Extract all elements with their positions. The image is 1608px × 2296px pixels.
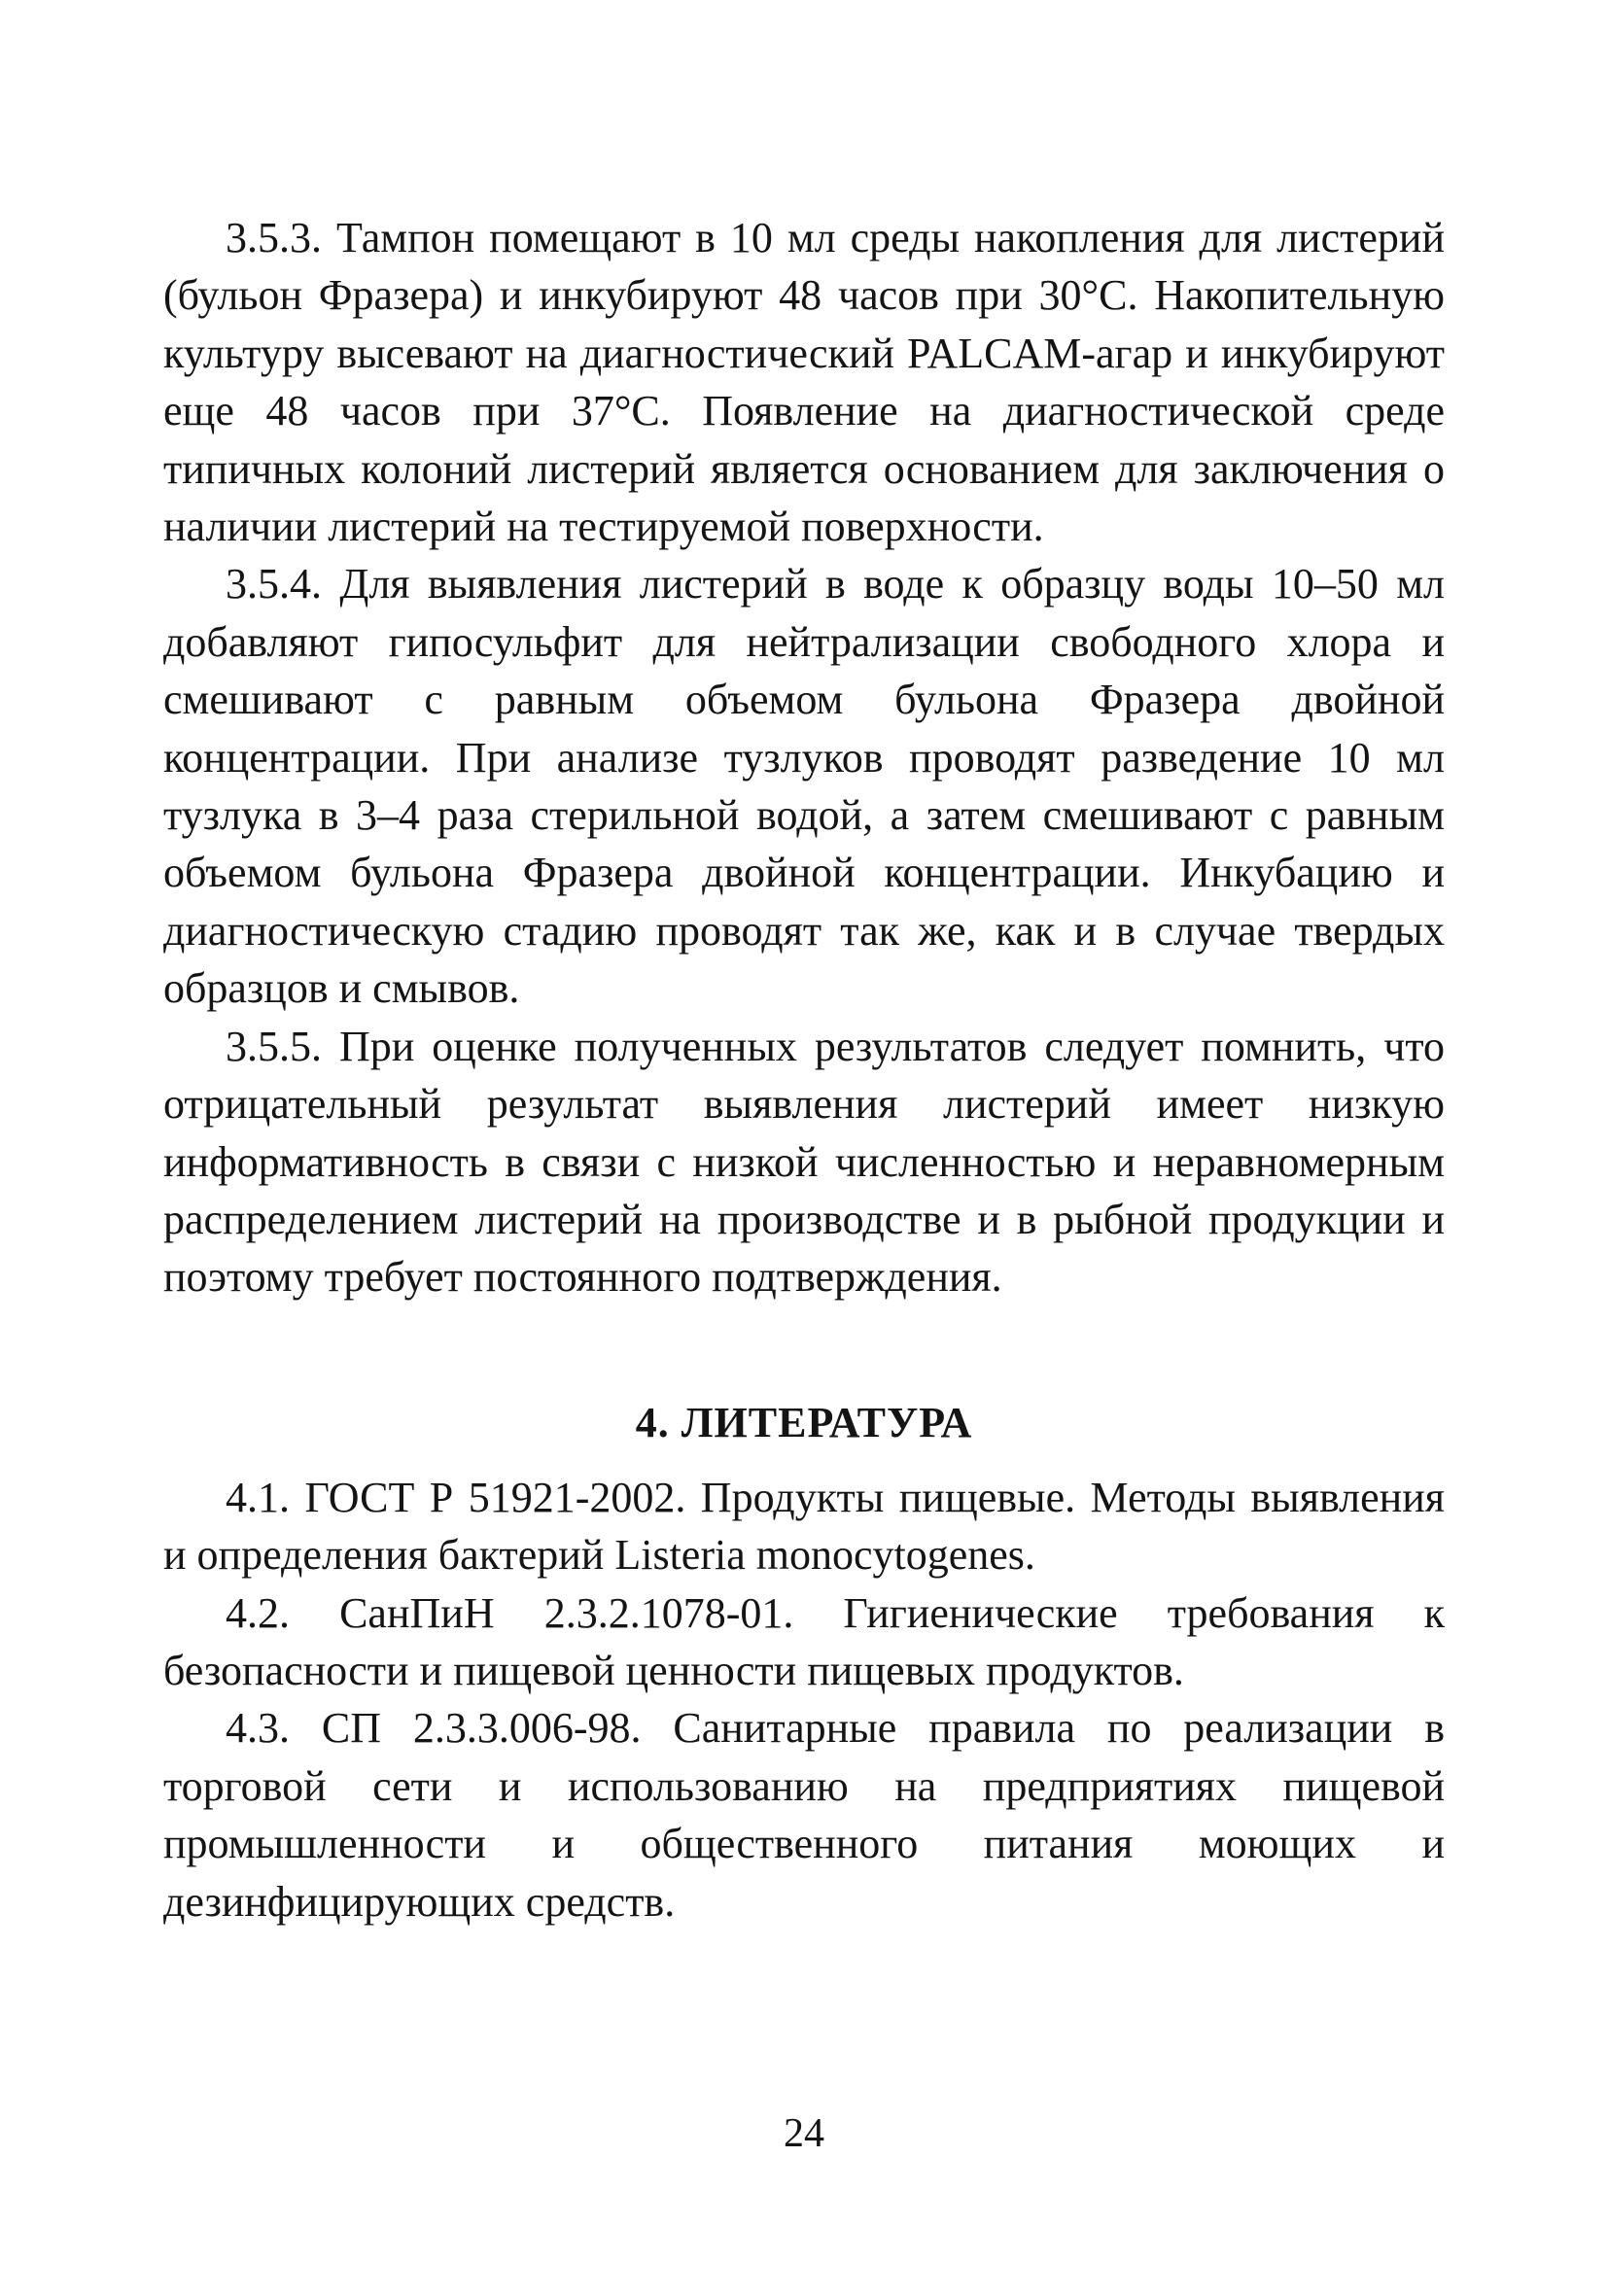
page-content <box>163 209 1445 1931</box>
reference-4-3: 4.3. СП 2.3.3.006-98. Санитарные правила по реализации в торговой сети и использованию на предприятиях пищевой промышленности и общественного питания моющих и дезинфицирующих средств. <box>163 1704 1445 1926</box>
reference-4-2: 4.2. СанПиН 2.3.2.1078-01. Гигиенические требования к безопасности и пищевой ценности пищевых продуктов. <box>163 1588 1445 1694</box>
reference-4-1: 4.1. ГОСТ Р 51921-2002. Продукты пищевые. Методы выявления и определения бактерий Listeria monocytogenes. <box>163 1473 1445 1580</box>
section-heading: 4. ЛИТЕРАТУРА <box>635 1398 973 1446</box>
section-spacer <box>163 1306 1445 1394</box>
paragraph-3-5-4: 3.5.4. Для выявления листерий в воде к образцу воды 10–50 мл добавляют гипосульфит для нейтрализации свободного хлора и смешивают с равным объемом бульона Фразера двойной концентрации. При анализе тузлуков проводят разведение 10 мл тузлука в 3–4 раза стерильной водой, а затем смешивают с равным объемом бульона Фразера двойной концентрации. Инкубацию и диагностическую стадию проводят так же, как и в случае твердых образцов и смывов. <box>163 560 1445 1013</box>
page-number: 24 <box>784 2111 824 2156</box>
paragraph-3-5-3: 3.5.3. Тампон помещают в 10 мл среды накопления для листерий (бульон Фразера) и инкубируют 48 часов при 30°С. Накопительную культуру высевают на диагностический PALCAM-агар и инкубируют еще 48 часов при 37°С. Появление на диагностической среде типичных колоний листерий является основанием для заключения о наличии листерий на тестируемой поверхности. <box>163 214 1445 551</box>
paragraph-3-5-5: 3.5.5. При оценке полученных результатов следует помнить, что отрицательный результат выявления листерий имеет низкую информативность в связи с низкой численностью и неравномерным распределением листерий на производстве и в рыбной продукции и поэтому требует постоянного подтверждения. <box>163 1022 1445 1302</box>
